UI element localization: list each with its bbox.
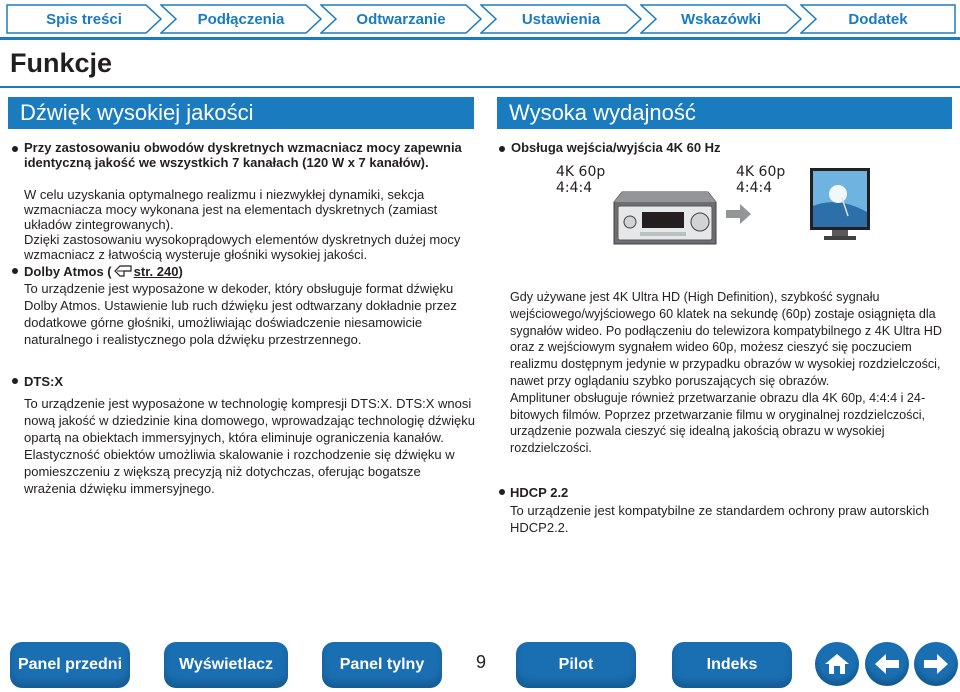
display-button[interactable]: Wyświetlacz xyxy=(164,642,288,688)
hdcp-body: To urządzenie jest kompatybilne ze standardem ochrony praw autorskich HDCP2.2. xyxy=(510,503,930,535)
tab-label: Dodatek xyxy=(848,10,908,28)
av-receiver-icon xyxy=(612,184,718,252)
hdcp-title: HDCP 2.2 xyxy=(510,485,569,500)
dolby-atmos-item xyxy=(24,263,476,348)
bullet xyxy=(499,146,505,152)
dtsx-title: DTS:X xyxy=(24,374,63,389)
back-arrow-icon xyxy=(873,653,901,675)
dtsx-body: To urządzenie jest wyposażone w technologię kompresji DTS:X. DTS:X wnosi nową jakość w dziedzinie kina domowego, wprowadzając technologię dźwięku opartą na obiektach immersyjnych, która eliminuje ograniczenia kanałów. Elastyczność obiektów umożliwia skalowanie i rozchodzenie się dźwięku w pomieszczeniu z większą precyzją niż dotychczas, oferując bogatsze wrażenia dźwięku immersyjnego. xyxy=(24,396,475,496)
home-icon xyxy=(824,652,850,676)
dolby-atmos-close: ) xyxy=(178,264,183,279)
tab-playback[interactable] xyxy=(320,4,482,34)
amp-paragraph-2: Dzięki zastosowaniu wysokoprądowych elementów dyskretnych dużej mocy wzmacniacz z łatwością wysteruje głośniki wysokiej jakości. xyxy=(24,232,461,263)
input-format-line-1: 4K 60p xyxy=(556,164,606,180)
television-icon xyxy=(808,166,872,242)
output-format-line-1: 4K 60p xyxy=(736,164,786,180)
io-description xyxy=(510,289,956,457)
dolby-atmos-page-link[interactable]: str. 240 xyxy=(133,264,179,279)
bullet xyxy=(499,489,505,495)
tab-appendix[interactable] xyxy=(800,4,956,34)
page-number: 9 xyxy=(475,652,486,672)
io-paragraph-1: Gdy używane jest 4K Ultra HD (High Definition), szybkość sygnału wejściowego/wyjściowego 60 klatek na sekundę (60p) zostaje osiągnięta dla sygnałów wideo. Po podłączeniu do telewizora kompatybilnego z 4K Ultra HD oraz z wejściowym sygnałem wideo 60p, możesz cieszyć się poczuciem realizmu dostępnym jedynie w przypadku obrazów w wysokiej rozdzielczości, nawet przy oglądaniu szybko poruszających się obrazów. xyxy=(510,290,942,388)
av-receiver-to-tv-diagram xyxy=(540,162,870,262)
amp-paragraph-1: W celu uzyskania optymalnego realizmu i niezwykłej dynamiki, sekcja wzmacniacza mocy wykonana jest na elementach dyskretnych (zamiast układów zintegrowanych). xyxy=(24,187,438,233)
tab-label: Spis treści xyxy=(46,10,122,28)
title-divider xyxy=(0,86,960,88)
page-title: Funkcje xyxy=(10,48,113,78)
tab-label: Wskazówki xyxy=(680,10,762,28)
page-reference-icon xyxy=(114,265,132,277)
arrow-right-icon xyxy=(726,202,752,226)
io-paragraph-2: Amplituner obsługuje również przetwarzanie obrazu dla 4K 60p, 4:4:4 i 24-bitowych filmów. Poprzez przetwarzanie filmu w oryginalnej rozdzielczości, urządzenie pozwala cieszyć się idealną jakością obrazu w wysokiej rozdzielczości. xyxy=(510,390,926,456)
input-format-line-2: 4:4:4 xyxy=(556,180,593,196)
remote-button[interactable]: Pilot xyxy=(516,642,636,688)
amp-bold-text: Przy zastosowaniu obwodów dyskretnych wzmacniacz mocy zapewnia identyczną jakość we wszystkich 7 kanałach (120 W x 7 kanałów). xyxy=(24,140,462,171)
tab-label: Odtwarzanie xyxy=(356,10,446,28)
section-header-performance: Wysoka wydajność xyxy=(497,97,952,129)
io-title: Obsługa wejścia/wyjścia 4K 60 Hz xyxy=(511,140,721,155)
bullet xyxy=(12,146,18,152)
forward-button[interactable] xyxy=(914,642,958,686)
top-divider xyxy=(0,37,960,40)
forward-arrow-icon xyxy=(922,653,950,675)
tab-label: Ustawienia xyxy=(521,10,601,28)
hdcp-item xyxy=(510,484,950,536)
back-button[interactable] xyxy=(865,642,909,686)
tab-connections[interactable] xyxy=(160,4,322,34)
home-button[interactable] xyxy=(815,642,859,686)
rear-panel-button[interactable]: Panel tylny xyxy=(322,642,442,688)
output-format-line-2: 4:4:4 xyxy=(736,180,773,196)
tab-settings[interactable] xyxy=(480,4,642,34)
dtsx-item xyxy=(24,373,476,497)
tab-tips[interactable] xyxy=(640,4,802,34)
dolby-atmos-title: Dolby Atmos ( xyxy=(24,264,112,279)
top-navigation xyxy=(0,0,960,36)
index-button[interactable]: Indeks xyxy=(672,642,792,688)
bullet xyxy=(12,268,18,274)
dolby-atmos-body: To urządzenie jest wyposażone w dekoder, który obsługuje format dźwięku Dolby Atmos. Ustawienie lub ruch dźwięku jest odtwarzany dokładnie przez dodatkowe górne głośniki, umożliwiając doświadczenie niesamowicie naturalnego i realistycznego pola dźwięku przestrzennego. xyxy=(24,281,457,347)
input-format-label xyxy=(556,164,605,196)
front-panel-button[interactable]: Panel przedni xyxy=(10,642,130,688)
tab-contents[interactable] xyxy=(6,4,162,34)
output-format-label xyxy=(736,164,785,196)
tab-label: Podłączenia xyxy=(197,10,285,28)
bullet xyxy=(12,378,18,384)
section-header-sound: Dźwięk wysokiej jakości xyxy=(8,97,474,129)
